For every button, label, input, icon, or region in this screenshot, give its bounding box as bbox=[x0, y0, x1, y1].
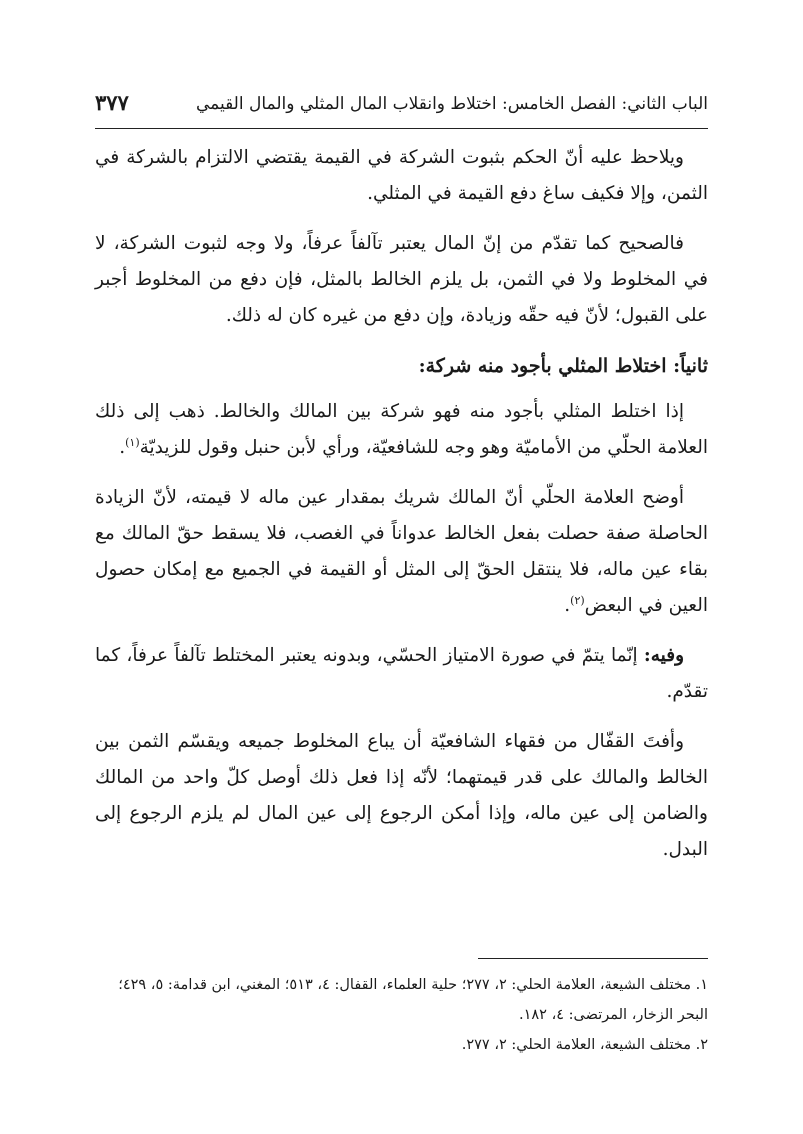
running-title: الباب الثاني: الفصل الخامس: اختلاط وانقلاب المال المثلي والمال القيمي bbox=[195, 94, 708, 114]
paragraph-4-text: أوضح العلامة الحلّي أنّ المالك شريك بمقدار عين ماله لا قيمته، لأنّ الزيادة الحاصلة صفة حصلت بفعل الخالط عدواناً في الغصب، فلا يسقط حقّ المالك مع بقاء عين ماله، فلا ينتقل الحقّ إلى المثل أو القيمة في الجميع مع إمكان حصول العين في البعض bbox=[95, 487, 708, 616]
paragraph-5-text: إنّما يتمّ في صورة الامتياز الحسّي، وبدونه يعتبر المختلط تآلفاً عرفاً، كما تقدّم. bbox=[95, 645, 708, 702]
footnotes bbox=[95, 970, 708, 1060]
paragraph-4-end: . bbox=[564, 595, 571, 616]
paragraph-6: وأفتَ القفّال من فقهاء الشافعيّة أن يباع المخلوط جميعه ويقسّم الثمن بين الخالط والمالك على قدر قيمتهما؛ لأنّه إذا فعل ذلك أوصل كلّ واحد من المالك والضامن إلى عين ماله، وإذا أمكن الرجوع إلى عين المال لم يلزم الرجوع إلى البدل. bbox=[95, 731, 708, 860]
footnote-2: ٢. مختلف الشيعة، العلامة الحلي: ٢، ٢٧٧. bbox=[461, 1037, 708, 1053]
section-heading: ثانياً: اختلاط المثلي بأجود منه شركة: bbox=[418, 355, 708, 377]
paragraph-3-text: إذا اختلط المثلي بأجود منه فهو شركة بين المالك والخالط. ذهب إلى ذلك العلامة الحلّي من الأماميّة وهو وجه للشافعيّة، ورأي لأبن حنبل وقول للزيديّة bbox=[95, 401, 708, 458]
paragraph-4 bbox=[95, 480, 708, 624]
paragraph-3-end: . bbox=[119, 437, 126, 458]
footnote-ref-1[interactable]: (١) bbox=[125, 435, 140, 449]
page-number: ٣٧٧ bbox=[95, 90, 129, 115]
footnote-divider bbox=[478, 958, 708, 959]
footnote-ref-2[interactable]: (٢) bbox=[570, 593, 585, 607]
running-header bbox=[95, 88, 708, 129]
main-text bbox=[95, 140, 708, 882]
paragraph-5-lead: وفيه: bbox=[643, 645, 684, 666]
paragraph-1: ويلاحظ عليه أنّ الحكم بثبوت الشركة في القيمة يقتضي الالتزام بالشركة في الثمن، وإلا فكيف ساغ دفع القيمة في المثلي. bbox=[95, 147, 708, 204]
paragraph-2: فالصحيح كما تقدّم من إنّ المال يعتبر تآلفاً عرفاً، ولا وجه لثبوت الشركة، لا في المخلوط ولا في الثمن، بل يلزم الخالط بالمثل، فإن دفع من المخلوط أجبر على القبول؛ لأنّ فيه حقّه وزيادة، وإن دفع من غيره كان له ذلك. bbox=[95, 233, 708, 326]
footnote-1: ١. مختلف الشيعة، العلامة الحلي: ٢، ٢٧٧؛ حلية العلماء، القفال: ٤، ٥١٣؛ المغني، ابن قدامة: ٥، ٤٢٩؛ البحر الزخار، المرتضى: ٤، ١٨٢. bbox=[118, 977, 708, 1023]
paragraph-5 bbox=[95, 638, 708, 710]
paragraph-3 bbox=[95, 394, 708, 466]
